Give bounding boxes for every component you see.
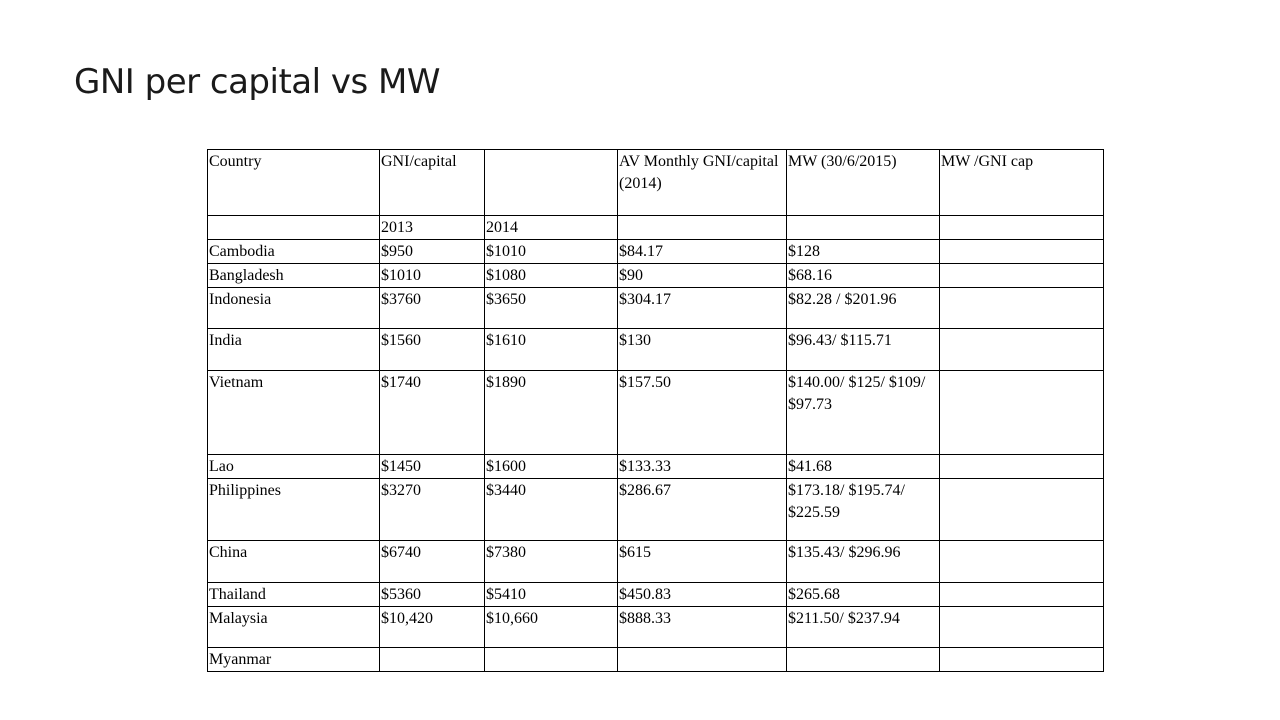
table-cell: $888.33 — [618, 607, 787, 648]
table-cell: Myanmar — [208, 648, 380, 672]
table-cell: $68.16 — [787, 264, 940, 288]
table-header-row — [208, 150, 1104, 216]
table-cell — [940, 648, 1104, 672]
table-cell — [940, 583, 1104, 607]
table-cell: $450.83 — [618, 583, 787, 607]
slide-title: GNI per capital vs MW — [74, 62, 440, 102]
table-cell: $3440 — [485, 479, 618, 541]
table-cell: $1560 — [380, 329, 485, 371]
table-cell: Cambodia — [208, 240, 380, 264]
table-cell: Indonesia — [208, 288, 380, 329]
gni-mw-table — [207, 149, 1104, 672]
header-cell: AV Monthly GNI/capital (2014) — [618, 150, 787, 216]
subheader-cell — [787, 216, 940, 240]
table-row — [208, 583, 1104, 607]
table-cell: $211.50/ $237.94 — [787, 607, 940, 648]
table-cell: China — [208, 541, 380, 583]
table-cell: $133.33 — [618, 455, 787, 479]
table-cell: $1010 — [380, 264, 485, 288]
table-cell: Bangladesh — [208, 264, 380, 288]
table-row — [208, 648, 1104, 672]
table-cell: $157.50 — [618, 371, 787, 455]
table-cell: $96.43/ $115.71 — [787, 329, 940, 371]
table-cell — [940, 329, 1104, 371]
header-cell: Country — [208, 150, 380, 216]
table-row — [208, 240, 1104, 264]
table-cell: India — [208, 329, 380, 371]
table-cell — [380, 648, 485, 672]
table-cell: $41.68 — [787, 455, 940, 479]
table-cell: $286.67 — [618, 479, 787, 541]
subheader-cell — [208, 216, 380, 240]
table-cell: $140.00/ $125/ $109/ $97.73 — [787, 371, 940, 455]
table-subheader-row — [208, 216, 1104, 240]
table-cell: $5360 — [380, 583, 485, 607]
table-cell: $1450 — [380, 455, 485, 479]
table-cell — [485, 648, 618, 672]
table-cell: Vietnam — [208, 371, 380, 455]
table-cell: $6740 — [380, 541, 485, 583]
table-cell — [940, 455, 1104, 479]
subheader-cell: 2013 — [380, 216, 485, 240]
table-cell — [940, 541, 1104, 583]
table-cell — [940, 264, 1104, 288]
table-cell: $10,420 — [380, 607, 485, 648]
table-cell: $5410 — [485, 583, 618, 607]
subheader-cell — [940, 216, 1104, 240]
header-cell — [485, 150, 618, 216]
table-cell — [940, 479, 1104, 541]
subheader-cell: 2014 — [485, 216, 618, 240]
header-cell: MW (30/6/2015) — [787, 150, 940, 216]
table-cell: $82.28 / $201.96 — [787, 288, 940, 329]
header-cell: GNI/capital — [380, 150, 485, 216]
table-cell: $615 — [618, 541, 787, 583]
table-cell: $1890 — [485, 371, 618, 455]
table-cell: $10,660 — [485, 607, 618, 648]
table-cell — [940, 240, 1104, 264]
table-cell: $1010 — [485, 240, 618, 264]
table-cell: $7380 — [485, 541, 618, 583]
table-cell — [618, 648, 787, 672]
table-cell: Philippines — [208, 479, 380, 541]
header-cell: MW /GNI cap — [940, 150, 1104, 216]
table-cell: $173.18/ $195.74/ $225.59 — [787, 479, 940, 541]
table-row — [208, 264, 1104, 288]
table-cell: $1080 — [485, 264, 618, 288]
table-cell: $130 — [618, 329, 787, 371]
table-row — [208, 541, 1104, 583]
table-row — [208, 455, 1104, 479]
table-cell — [940, 288, 1104, 329]
table-cell: $304.17 — [618, 288, 787, 329]
table-cell: $1600 — [485, 455, 618, 479]
table-row — [208, 288, 1104, 329]
table-row — [208, 479, 1104, 541]
table-cell: $950 — [380, 240, 485, 264]
table-cell — [787, 648, 940, 672]
table-cell: Malaysia — [208, 607, 380, 648]
table-cell: $128 — [787, 240, 940, 264]
table-cell: $1740 — [380, 371, 485, 455]
table-row — [208, 371, 1104, 455]
table-cell — [940, 371, 1104, 455]
table-cell: $84.17 — [618, 240, 787, 264]
table-cell: $90 — [618, 264, 787, 288]
table-cell: $3650 — [485, 288, 618, 329]
table-row — [208, 329, 1104, 371]
table-cell: $3270 — [380, 479, 485, 541]
table-cell: Thailand — [208, 583, 380, 607]
table-cell: $135.43/ $296.96 — [787, 541, 940, 583]
table-row — [208, 607, 1104, 648]
table-cell: Lao — [208, 455, 380, 479]
subheader-cell — [618, 216, 787, 240]
table-cell: $3760 — [380, 288, 485, 329]
table-cell: $265.68 — [787, 583, 940, 607]
table-cell: $1610 — [485, 329, 618, 371]
table-cell — [940, 607, 1104, 648]
